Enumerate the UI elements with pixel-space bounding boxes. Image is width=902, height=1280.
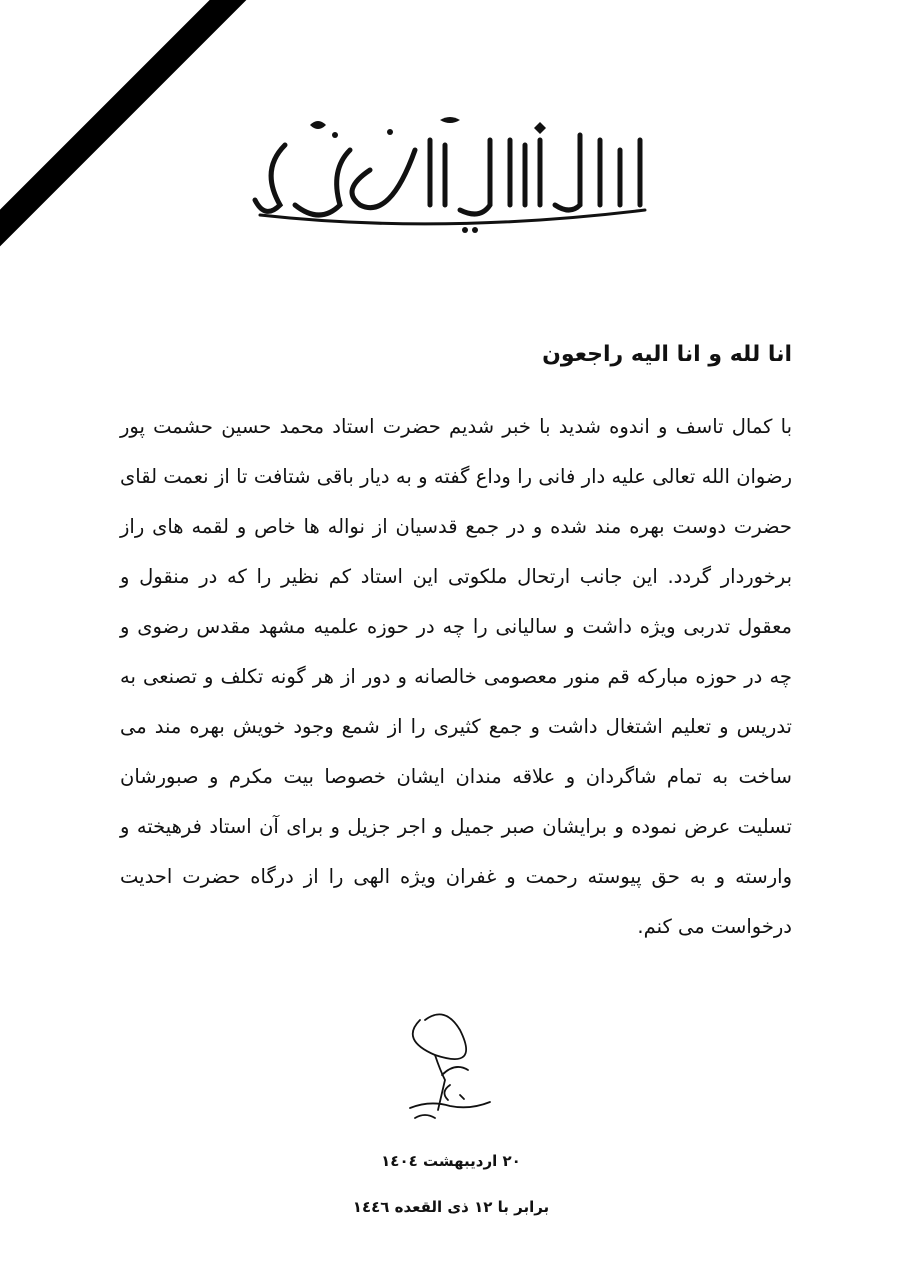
signature	[390, 1000, 510, 1130]
condolence-text: با کمال تاسف و اندوه شدید با خبر شدیم حضرت استاد محمد حسین حشمت پور رضوان الله تعالی علیه دار فانی را وداع گفته و به دیار باقی شتافت تا از نعمت لقای حضرت دوست بهره مند شده و در جمع قدسیان از نواله ها خاص و لقمه های راز برخوردار گردد. این جانب ارتحال ملکوتی این استاد کم نظیر را که در منقول و معقول تدربی ویژه داشت و سالیانی را چه در حوزه علمیه مشهد مقدس رضوی و چه در حوزه مبارکه قم منور معصومی خالصانه و دور از هر گونه تکلف و تصنعی به تدریس و تعلیم اشتغال داشت و جمع کثیری را از شمع وجود خویش بهره مند می ساخت به تمام شاگردان و علاقه مندان ایشان خصوصا بیت مکرم و صبورشان تسلیت عرض نموده و برایشان صبر جمیل و اجر جزیل و برای آن استاد فرهیخته و وارسته و به حق پیوسته رحمت و غفران ویژه الهی را از درگاه حضرت احدیت درخواست می کنم.	[120, 415, 792, 938]
heading: انا لله و انا الیه راجعون	[542, 342, 792, 367]
calligraphy-drawing	[240, 110, 660, 240]
mourning-ribbon	[0, 0, 260, 260]
signature-drawing	[390, 1000, 510, 1130]
calligraphy-emblem	[240, 110, 660, 240]
lunar-date: برابر با ۱۲ ذی القعده ١٤٤٦	[352, 1198, 550, 1216]
solar-date: ۲۰ اردیبهشت ١٤٠٤	[381, 1152, 521, 1170]
